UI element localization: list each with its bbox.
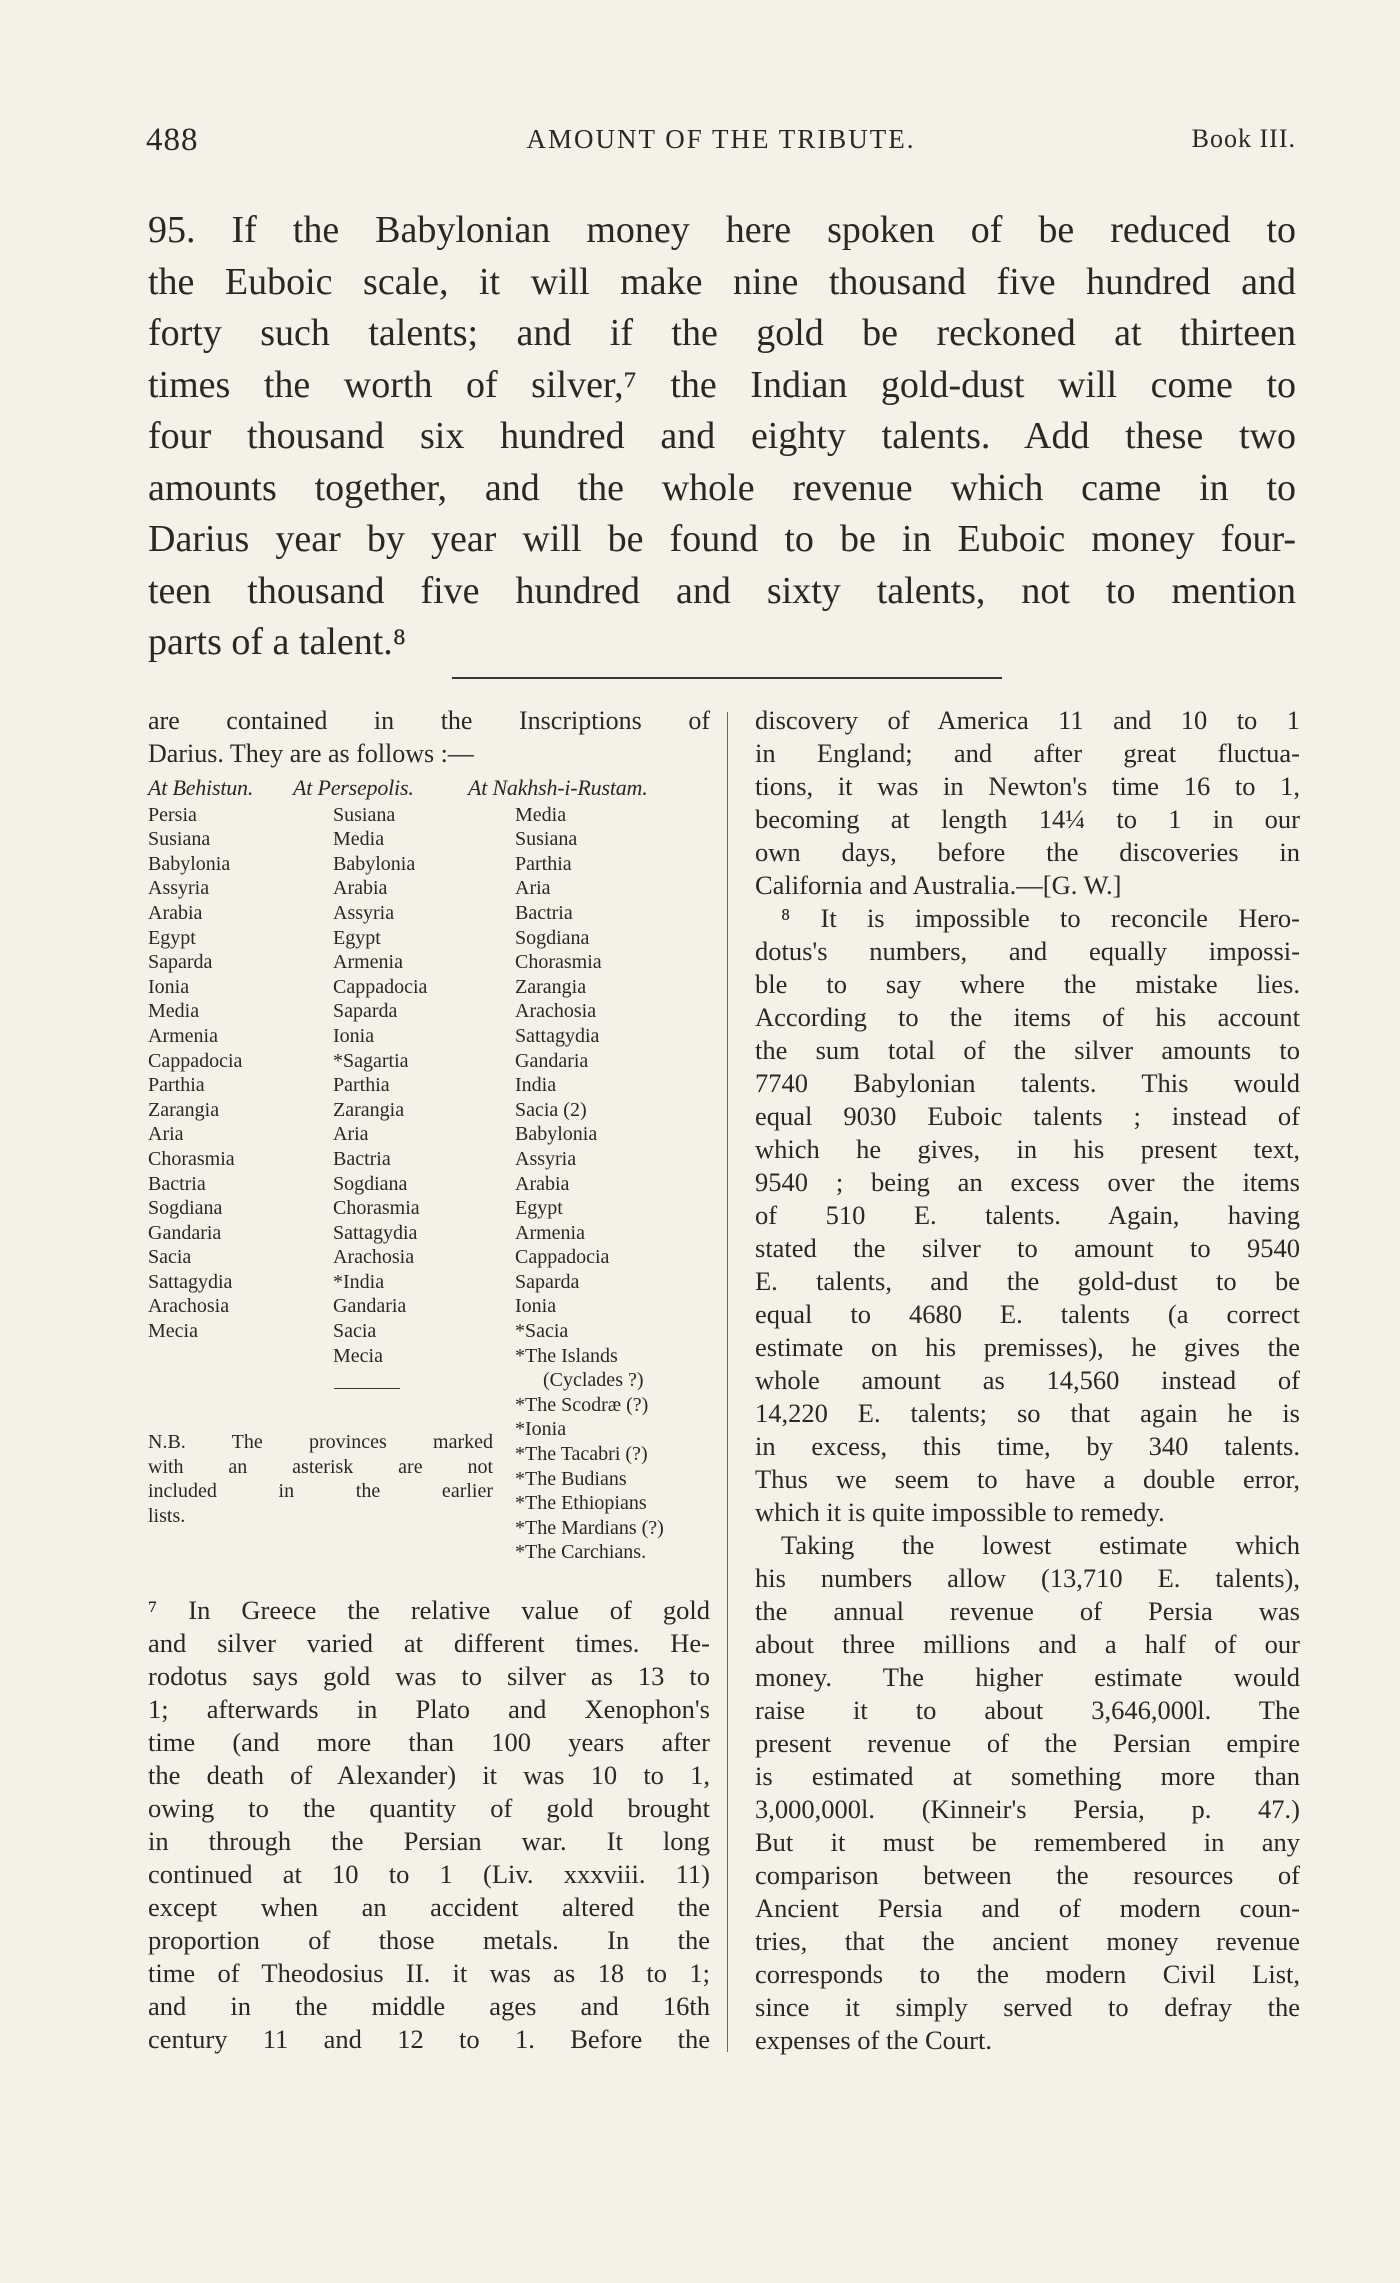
province-entry: *The Scodræ (?) — [515, 1393, 649, 1416]
footnote-line: about three millions and a half of our — [755, 1629, 1300, 1659]
province-entry: Sogdiana — [148, 1197, 223, 1220]
table-dash-rule — [334, 1388, 400, 1389]
province-entry: Armenia — [333, 951, 403, 974]
province-entry: Arabia — [515, 1172, 570, 1195]
province-entry: Bactria — [333, 1147, 391, 1170]
main-line: amounts together, and the whole revenue which came in to — [148, 466, 1296, 509]
footnote-line: dotus's numbers, and equally impossi- — [755, 936, 1300, 966]
province-entry: Assyria — [333, 901, 395, 924]
footnote-line: ⁸ It is impossible to reconcile Hero- — [781, 903, 1300, 933]
footnote-line: comparison between the resources of — [755, 1860, 1300, 1890]
footnote-line: tries, that the ancient money revenue — [755, 1926, 1300, 1956]
province-entry: Arabia — [333, 877, 388, 900]
footnote-line: raise it to about 3,646,000l. The — [755, 1695, 1300, 1725]
province-entry: Babylonia — [148, 852, 231, 875]
intro-line: Darius. They are as follows :— — [148, 739, 474, 768]
province-entry: *The Islands — [515, 1344, 618, 1367]
province-entry: Babylonia — [515, 1123, 598, 1146]
footnote-line: California and Australia.—[G. W.] — [755, 870, 1122, 900]
inscriptions-intro — [148, 704, 710, 770]
footnote-line: Taking the lowest estimate which — [781, 1530, 1300, 1560]
province-entry: Assyria — [148, 877, 210, 900]
page-number: 488 — [146, 122, 199, 158]
province-entry: Bactria — [515, 901, 573, 924]
province-entry: *The Mardians (?) — [515, 1516, 664, 1539]
main-line: forty such talents; and if the gold be reckoned at thirteen — [148, 312, 1296, 354]
fn7-line: continued at 10 to 1 (Liv. xxxviii. 11) — [148, 1859, 710, 1889]
footnote-line: the annual revenue of Persia was — [755, 1596, 1300, 1626]
province-entry: *The Carchians. — [515, 1541, 647, 1564]
province-entry: Arachosia — [148, 1295, 230, 1318]
fn7-line: proportion of those metals. In the — [148, 1925, 710, 1955]
fn7-line: 1; afterwards in Plato and Xenophon's — [148, 1694, 710, 1724]
province-entry: Media — [148, 1000, 200, 1023]
province-entry: Arabia — [148, 901, 203, 924]
province-entry: Zarangia — [515, 975, 587, 998]
province-entry: Sacia — [148, 1246, 192, 1269]
right-footnote-column — [755, 704, 1300, 2057]
province-entry: India — [515, 1074, 557, 1097]
province-entry: Ionia — [515, 1295, 557, 1318]
province-entry: *Ionia — [515, 1418, 567, 1441]
footnote-line: which he gives, in his present text, — [755, 1134, 1300, 1164]
footnote-line: Ancient Persia and of modern coun- — [755, 1893, 1300, 1923]
province-entry: *The Budians — [515, 1467, 627, 1490]
province-entry: *Sagartia — [333, 1049, 409, 1072]
footnote-line: ble to say where the mistake lies. — [755, 969, 1300, 999]
fn7-line: and silver varied at different times. He- — [148, 1628, 710, 1658]
province-entry: *The Tacabri (?) — [515, 1443, 648, 1466]
province-entry: Sattagydia — [515, 1024, 600, 1047]
province-entry: Gandaria — [148, 1221, 222, 1244]
province-entry: Sattagydia — [148, 1270, 233, 1293]
footnote-line: Thus we seem to have a double error, — [755, 1464, 1300, 1494]
province-entry: Saparda — [333, 1000, 398, 1023]
province-entry: (Cyclades ?) — [543, 1369, 644, 1392]
province-entry: Saparda — [515, 1270, 580, 1293]
note-line: with an asterisk are not — [148, 1455, 493, 1478]
footnote-line: 14,220 E. talents; so that again he is — [755, 1398, 1300, 1428]
footnote-line: his numbers allow (13,710 E. talents), — [755, 1563, 1300, 1593]
footnote-line: 7740 Babylonian talents. This would — [755, 1068, 1300, 1098]
main-line: times the worth of silver,⁷ the Indian gold-dust will come to — [148, 363, 1296, 406]
fn7-line: except when an accident altered the — [148, 1892, 710, 1922]
footnote-8-revenue-paragraph — [755, 1529, 1300, 2057]
province-entry: Cappadocia — [515, 1246, 610, 1269]
footnote-line: present revenue of the Persian empire — [755, 1728, 1300, 1758]
province-entry: Egypt — [148, 926, 196, 949]
main-line: parts of a talent.⁸ — [148, 621, 407, 663]
footnote-line: tions, it was in Newton's time 16 to 1, — [755, 771, 1300, 801]
main-line: teen thousand five hundred and sixty talents, not to mention — [148, 569, 1296, 612]
note-line: included in the earlier — [148, 1480, 493, 1503]
province-entry: Sattagydia — [333, 1221, 418, 1244]
footnote-line: 3,000,000l. (Kinneir's Persia, p. 47.) — [755, 1794, 1300, 1824]
province-entry: Chorasmia — [515, 951, 602, 974]
running-title: AMOUNT OF THE TRIBUTE. — [526, 124, 916, 154]
province-entry: Mecia — [148, 1320, 198, 1343]
province-entry: Sogdiana — [333, 1172, 408, 1195]
fn7-line: ⁷ In Greece the relative value of gold — [148, 1595, 710, 1625]
province-entry: Sacia — [333, 1320, 377, 1343]
province-entry: Media — [515, 803, 567, 826]
book-label: Book III. — [1191, 124, 1296, 153]
province-entry: Mecia — [333, 1344, 383, 1367]
footnote-line: whole amount as 14,560 instead of — [755, 1365, 1300, 1395]
province-entry: Saparda — [148, 951, 213, 974]
province-entry: Parthia — [515, 852, 572, 875]
footnote-line: in excess, this time, by 340 talents. — [755, 1431, 1300, 1461]
footnote-line: discovery of America 11 and 10 to 1 — [755, 705, 1300, 735]
province-entry: Zarangia — [148, 1098, 220, 1121]
province-entry: Susiana — [148, 828, 211, 851]
province-entry: Egypt — [515, 1197, 563, 1220]
footnote-line: own days, before the discoveries in — [755, 837, 1300, 867]
main-line: four thousand six hundred and eighty talents. Add these two — [148, 415, 1296, 457]
province-entry: Susiana — [333, 803, 396, 826]
province-entry: Chorasmia — [148, 1147, 235, 1170]
left-footnote-column — [148, 704, 710, 2054]
fn7-line: rodotus says gold was to silver as 13 to — [148, 1661, 710, 1691]
footnote-line: of 510 E. talents. Again, having — [755, 1200, 1300, 1230]
footnote-line: expenses of the Court. — [755, 2025, 992, 2055]
province-entry: Sogdiana — [515, 926, 590, 949]
footnote-line: which it is quite impossible to remedy. — [755, 1497, 1165, 1527]
provinces-table — [148, 776, 710, 1565]
province-entry: Arachosia — [515, 1000, 597, 1023]
main-line: Darius year by year will be found to be in Euboic money four- — [148, 518, 1296, 560]
main-line: the Euboic scale, it will make nine thousand five hundred and — [148, 260, 1296, 303]
province-entry: Babylonia — [333, 852, 416, 875]
province-entry: *Sacia — [515, 1320, 569, 1343]
province-entry: Gandaria — [515, 1049, 589, 1072]
province-entry: Persia — [148, 803, 197, 826]
footnote-line: corresponds to the modern Civil List, — [755, 1959, 1300, 1989]
main-paragraph — [148, 205, 1296, 669]
footnote-line: stated the silver to amount to 9540 — [755, 1233, 1300, 1263]
fn7-line: time of Theodosius II. it was as 18 to 1; — [148, 1958, 710, 1988]
province-entry: Aria — [148, 1123, 184, 1146]
asterisk-note — [148, 1430, 493, 1528]
province-entry: Aria — [515, 877, 551, 900]
fn7-line: time (and more than 100 years after — [148, 1727, 710, 1757]
footnote-line: in England; and after great fluctua- — [755, 738, 1300, 768]
main-line: 95. If the Babylonian money here spoken of be reduced to — [148, 209, 1296, 251]
fn7-line: century 11 and 12 to 1. Before the — [148, 2024, 710, 2054]
footnote-line: since it simply served to defray the — [755, 1992, 1300, 2022]
footnote-line: According to the items of his account — [755, 1002, 1300, 1032]
footnote-line: 9540 ; being an excess over the items — [755, 1167, 1300, 1197]
intro-line: are contained in the Inscriptions of — [148, 706, 710, 735]
column-nakhsh-i-rustam — [515, 803, 710, 1565]
province-entry: Ionia — [333, 1024, 375, 1047]
province-entry: Parthia — [333, 1074, 390, 1097]
province-entry: *India — [333, 1270, 385, 1293]
footnote-line: equal to 4680 E. talents (a correct — [755, 1299, 1300, 1329]
fn7-line: the death of Alexander) it was 10 to 1, — [148, 1760, 710, 1790]
province-entry: Media — [333, 828, 385, 851]
province-entry: Sacia (2) — [515, 1098, 587, 1121]
footnote-line: the sum total of the silver amounts to — [755, 1035, 1300, 1065]
province-entry: Gandaria — [333, 1295, 407, 1318]
running-header — [146, 122, 1296, 162]
province-entry: Arachosia — [333, 1246, 415, 1269]
fn7-line: owing to the quantity of gold brought — [148, 1793, 710, 1823]
footnote-line: is estimated at something more than — [755, 1761, 1300, 1791]
province-entry: Aria — [333, 1123, 369, 1146]
province-entry: Armenia — [515, 1221, 585, 1244]
fn7-line: in through the Persian war. It long — [148, 1826, 710, 1856]
province-entry: Ionia — [148, 975, 190, 998]
province-entry: Chorasmia — [333, 1197, 420, 1220]
header-nakhsh-i-rustam: At Nakhsh-i-Rustam. — [468, 775, 648, 800]
province-entry: Armenia — [148, 1024, 218, 1047]
table-header-row — [148, 776, 710, 801]
footnote-line: equal 9030 Euboic talents ; instead of — [755, 1101, 1300, 1131]
fn7-line: and in the middle ages and 16th — [148, 1991, 710, 2021]
footnote-7-continuation — [755, 704, 1300, 902]
column-divider — [727, 712, 728, 2052]
header-behistun: At Behistun. — [148, 775, 254, 800]
province-entry: Egypt — [333, 926, 381, 949]
footnote-7 — [148, 1594, 710, 2056]
header-persepolis: At Persepolis. — [293, 775, 414, 800]
province-entry: Assyria — [515, 1147, 577, 1170]
footnote-line: becoming at length 14¼ to 1 in our — [755, 804, 1300, 834]
province-entry: Bactria — [148, 1172, 206, 1195]
province-entry: Zarangia — [333, 1098, 405, 1121]
footnote-line: E. talents, and the gold-dust to be — [755, 1266, 1300, 1296]
note-line: N.B. The provinces marked — [148, 1431, 493, 1453]
footnote-line: money. The higher estimate would — [755, 1662, 1300, 1692]
province-entry: Cappadocia — [148, 1049, 243, 1072]
province-entry: Cappadocia — [333, 975, 428, 998]
footnote-8 — [755, 902, 1300, 1529]
province-entry: Parthia — [148, 1074, 205, 1097]
note-line: lists. — [148, 1504, 186, 1527]
section-rule — [452, 677, 1002, 679]
footnote-line: But it must be remembered in any — [755, 1827, 1300, 1857]
province-entry: *The Ethiopians — [515, 1492, 647, 1515]
footnote-line: estimate on his premisses), he gives the — [755, 1332, 1300, 1362]
province-entry: Susiana — [515, 828, 578, 851]
